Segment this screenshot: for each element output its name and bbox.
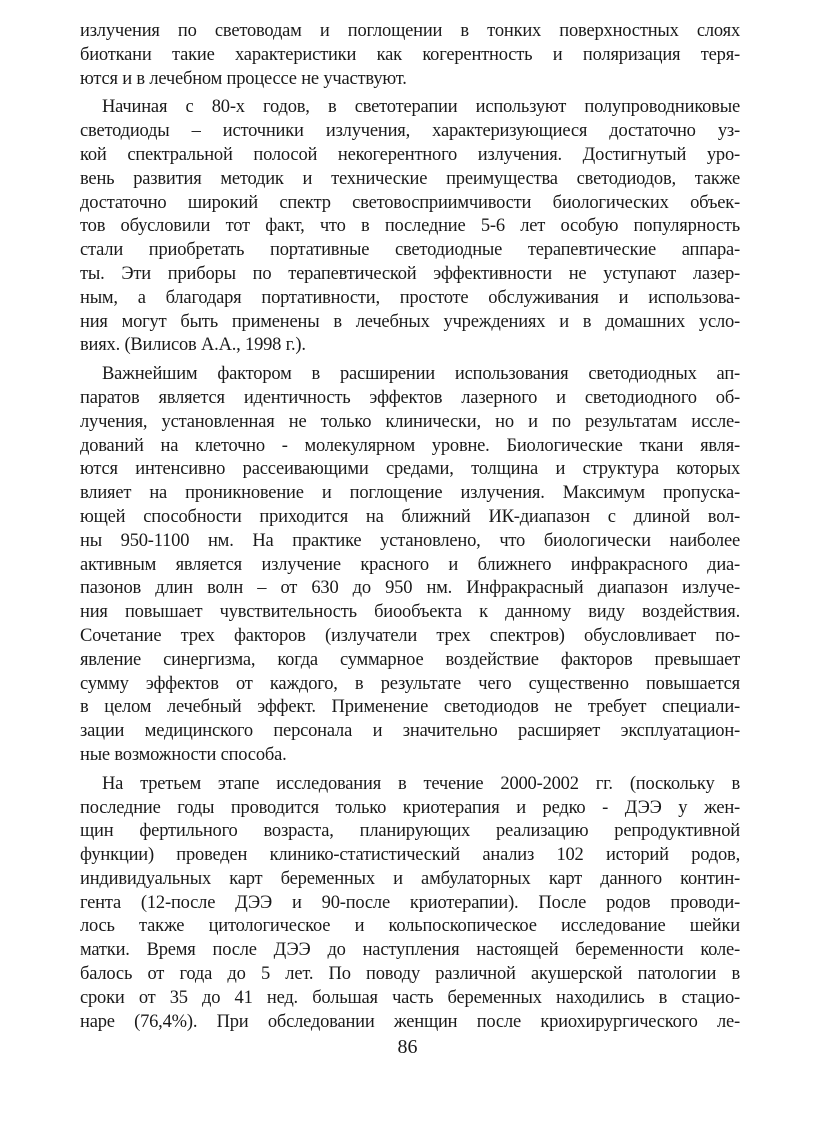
text-line: тов обусловили тот факт, что в последние 5-6 лет особую популярность: [80, 216, 740, 237]
text-line: ния повышает чувствительность биообъекта к данному виду воздействия.: [80, 602, 740, 623]
text-line: ются и в лечебном процессе не участвуют.: [80, 68, 407, 89]
text-line: На третьем этапе исследования в течение 2000-2002 гг. (поскольку в: [102, 773, 740, 794]
paragraph: [80, 773, 740, 1035]
text-line: гента (12-после ДЭЭ и 90-после криотерапии). После родов проводи-: [80, 892, 740, 913]
text-line: вень развития методик и технические преимущества светодиодов, также: [80, 168, 740, 189]
text-line: достаточно широкий спектр световосприимчивости биологических объек-: [80, 192, 740, 213]
text-line: индивидуальных карт беременных и амбулаторных карт данного контин-: [80, 868, 740, 889]
text-line: лучения, установленная не только клинически, но и по результатам иссле-: [80, 411, 740, 432]
text-line: наре (76,4%). При обследовании женщин после криохирургического ле-: [80, 1011, 740, 1032]
text-line: ющей способности приходится на ближний ИК-диапазон с длиной вол-: [80, 506, 740, 527]
text-line: ны 950-1100 нм. На практике установлено, что биологически наиболее: [80, 530, 740, 551]
text-line: матки. Время после ДЭЭ до наступления настоящей беременности коле-: [80, 940, 740, 961]
text-line: ным, а благодаря портативности, простоте обслуживания и использова-: [80, 287, 740, 308]
paragraph: [80, 96, 740, 358]
text-line: влияет на проникновение и поглощение излучения. Максимум пропуска-: [80, 483, 740, 504]
text-line: лось также цитологическое и кольпоскопическое исследование шейки: [80, 916, 740, 937]
text-line: виях. (Вилисов А.А., 1998 г.).: [80, 335, 306, 356]
text-line: паратов является идентичность эффектов лазерного и светодиодного об-: [80, 387, 740, 408]
text-line: ты. Эти приборы по терапевтической эффективности не уступают лазер-: [80, 263, 740, 284]
paragraph: [80, 363, 740, 768]
text-line: последние годы проводится только криотерапия и редко - ДЭЭ у жен-: [80, 797, 740, 818]
text-line: Важнейшим фактором в расширении использования светодиодных ап-: [102, 364, 740, 385]
text-line: ются интенсивно рассеивающими средами, толщина и структура которых: [80, 459, 740, 480]
text-line: кой спектральной полосой некогерентного излучения. Достигнутый уро-: [80, 144, 740, 165]
text-line: биоткани такие характеристики как когерентность и поляризация теря-: [80, 44, 740, 65]
text-line: балось от года до 5 лет. По поводу различной акушерской патологии в: [80, 964, 740, 985]
text-line: активным является излучение красного и ближнего инфракрасного диа-: [80, 554, 740, 575]
text-line: функции) проведен клинико-статистический анализ 102 историй родов,: [80, 845, 740, 866]
text-line: сумму эффектов от каждого, в результате чего существенно повышается: [80, 673, 740, 694]
text-line: пазонов длин волн – от 630 до 950 нм. Инфракрасный диапазон излуче-: [80, 578, 740, 599]
text-line: явление синергизма, когда суммарное воздействие факторов превышает: [80, 649, 740, 670]
text-line: в целом лечебный эффект. Применение светодиодов не требует специали-: [80, 697, 740, 718]
text-line: ния могут быть применены в лечебных учреждениях и в домашних усло-: [80, 311, 740, 332]
body-text: [80, 20, 740, 1039]
page-number: 86: [397, 1036, 418, 1058]
text-line: Сочетание трех факторов (излучатели трех спектров) обусловливает по-: [80, 625, 740, 646]
text-line: сроки от 35 до 41 нед. большая часть беременных находились в стацио-: [80, 987, 740, 1008]
text-line: Начиная с 80-х годов, в светотерапии используют полупроводниковые: [102, 97, 740, 118]
text-line: зации медицинского персонала и значительно расширяет эксплуатацион-: [80, 721, 740, 742]
text-line: излучения по световодам и поглощении в тонких поверхностных слоях: [80, 21, 740, 41]
paragraph: [80, 20, 740, 91]
text-line: щин фертильного возраста, планирующих реализацию репродуктивной: [80, 821, 740, 842]
text-line: дований на клеточно - молекулярном уровне. Биологические ткани явля-: [80, 435, 740, 456]
text-line: светодиоды – источники излучения, характеризующиеся достаточно уз-: [80, 121, 740, 142]
text-line: стали приобретать портативные светодиодные терапевтические аппара-: [80, 240, 740, 261]
text-line: ные возможности способа.: [80, 744, 287, 765]
